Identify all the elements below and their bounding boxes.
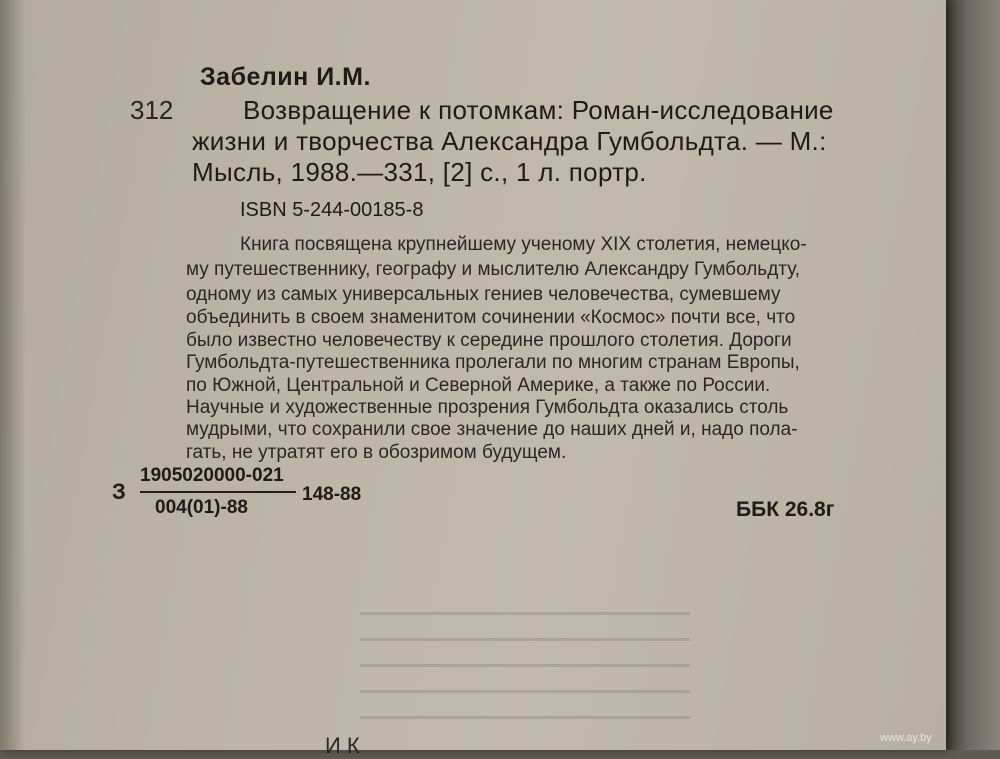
- bottom-partial-text: И К: [325, 733, 360, 758]
- classification-numerator: 1905020000-021: [140, 465, 284, 486]
- bbk-index: ББК 26.8г: [736, 498, 835, 521]
- annotation-line: Книга посвящена крупнейшему ученому XIX столетия, немецко-: [240, 234, 807, 255]
- classification-letter: З: [112, 479, 126, 504]
- watermark: www.ay.by: [880, 732, 932, 744]
- annotation-line: гать, не утратят его в обозримом будущем.: [186, 442, 567, 463]
- author-name: Забелин И.М.: [200, 63, 371, 91]
- annotation-line: по Южной, Центральной и Северной Америке, а также по России.: [186, 375, 771, 396]
- annotation-line: Гумбольдта-путешественника пролегали по многим странам Европы,: [186, 352, 800, 373]
- annotation-line: объединить в своем знаменитом сочинении «Космос» почти все, что: [186, 307, 796, 328]
- spine-shadow: [0, 0, 26, 750]
- order-code: 148-88: [302, 484, 362, 505]
- annotation-line: му путешественнику, географу и мыслителю Александру Гумбольдту,: [186, 259, 801, 280]
- title-line-1: Возвращение к потомкам: Роман-исследование: [243, 95, 834, 125]
- isbn: ISBN 5-244-00185-8: [240, 199, 424, 221]
- fraction-divider: [140, 491, 296, 493]
- background-edge: [946, 0, 1000, 750]
- annotation-line: мудрыми, что сохранили свое значение до наших дней и, надо пола-: [186, 419, 798, 440]
- show-through-text: [360, 600, 690, 720]
- annotation-line: Научные и художественные прозрения Гумбольдта оказались столь: [186, 397, 789, 418]
- title-line-3: Мысль, 1988.—331, [2] с., 1 л. портр.: [192, 157, 647, 187]
- title-line-2: жизни и творчества Александра Гумбольдта. — М.:: [192, 126, 827, 156]
- classification-denominator: 004(01)-88: [155, 497, 248, 518]
- shelf-number: 312: [130, 95, 174, 125]
- annotation-line: одному из самых универсальных гениев человечества, сумевшему: [186, 284, 781, 305]
- annotation-line: было известно человечеству к середине прошлого столетия. Дороги: [186, 330, 792, 351]
